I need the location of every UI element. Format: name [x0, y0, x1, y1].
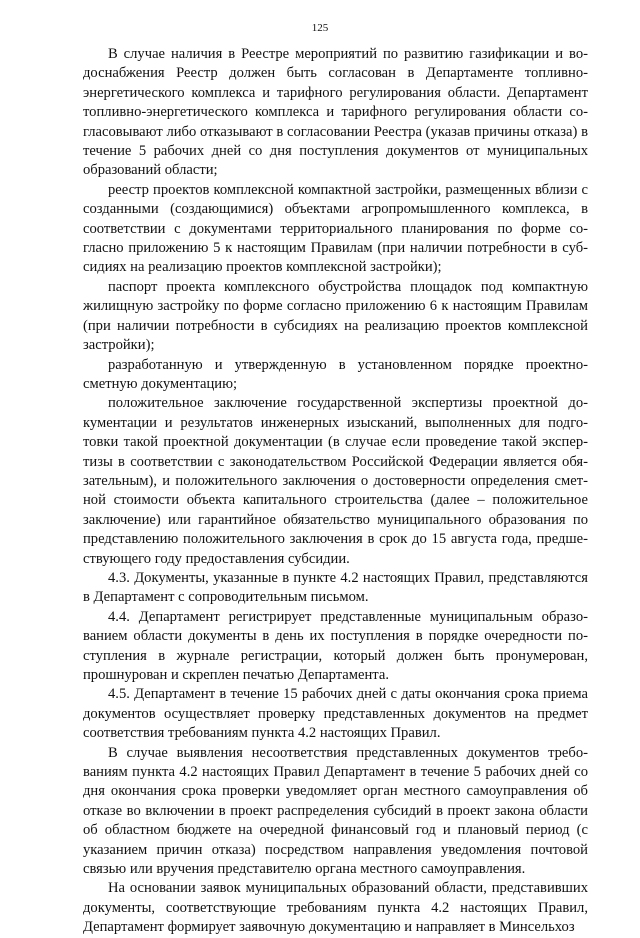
- page-number: 125: [311, 22, 329, 34]
- body-text: [83, 45, 588, 938]
- paragraph-nonconformity: В случае выявления несоответствия представленных документов требованиям пункта 4.2 настоящих Правил Департамент в течение 5 рабочих дней со дня окончания срока проверки уведомляет орган местного самоуправления об отказе во включении в проект распределения субсидий в проект закона области об областном бюджете на очередной финансовый год и плановый период (с указанием причин отказа) посредством направления уведомления почтовой связью или вручения представителю органа местного самоуправления.: [83, 744, 588, 878]
- paragraph-site-passport: паспорт проекта комплексного обустройства площадок под компактную жилищную застройку по форме согласно приложению 6 к настоящим Правилам (при наличии потребности в субсидиях на реализацию проектов комплексной застройки);: [83, 278, 588, 354]
- paragraph-compact-development-registry: реестр проектов комплексной компактной застройки, размещенных вблизи с созданными (создающимися) объектами агропромышленного комплекса, в соответствии с документами территориального планирования по форме согласно приложению 5 к настоящим Правилам (при наличии потребности в субсидиях на реализацию проектов комплексной застройки);: [83, 181, 588, 276]
- paragraph-expert-conclusion: положительное заключение государственной экспертизы проектной документации и результатов инженерных изысканий, выполненных для подготовки такой проектной документации (в случае если проведение такой экспертизы в соответствии с законодательством Российской Федерации является обязательным), и положительного заключения о достоверности определения сметной стоимости объекта капитального строительства (далее – положительное заключение) или гарантийное обязательство муниципального образования по представлению положительного заключения в срок до 15 августа года, предшествующего году предоставления субсидии.: [83, 395, 588, 567]
- paragraph-application-basis: На основании заявок муниципальных образований области, представивших документы, соответствующие требованиям пункта 4.2 настоящих Правил, Департамент формирует заявочную документацию и направляет в Минсельхоз: [83, 880, 588, 936]
- paragraph-clause-4-4: 4.4. Департамент регистрирует представленные муниципальным образованием области документы в день их поступления в порядке очередности поступления в журнале регистрации, который должен быть пронумерован, прошнурован и скреплен печатью Департамента.: [83, 608, 588, 683]
- paragraph-design-documentation: разработанную и утвержденную в установленном порядке проектно-сметную документацию;: [83, 356, 588, 392]
- paragraph-clause-4-5: 4.5. Департамент в течение 15 рабочих дней с даты окончания срока приема документов осуществляет проверку представленных документов на предмет соответствия требованиям пункта 4.2 настоящих Правил.: [83, 686, 588, 742]
- paragraph-clause-4-3: 4.3. Документы, указанные в пункте 4.2 настоящих Правил, представляются в Департамент с сопроводительным письмом.: [83, 569, 588, 606]
- paragraph-gas-water-registry: В случае наличия в Реестре мероприятий по развитию газификации и водоснабжения Реестр должен быть согласован в Департаменте топливно-энергетического комплекса и тарифного регулирования области. Департамент топливно-энергетического комплекса и тарифного регулирования области согласовывают либо отказывают в согласовании Реестра (указав причины отказа) в течение 5 рабочих дней со дня поступления документов от муниципальных образований области;: [83, 46, 588, 179]
